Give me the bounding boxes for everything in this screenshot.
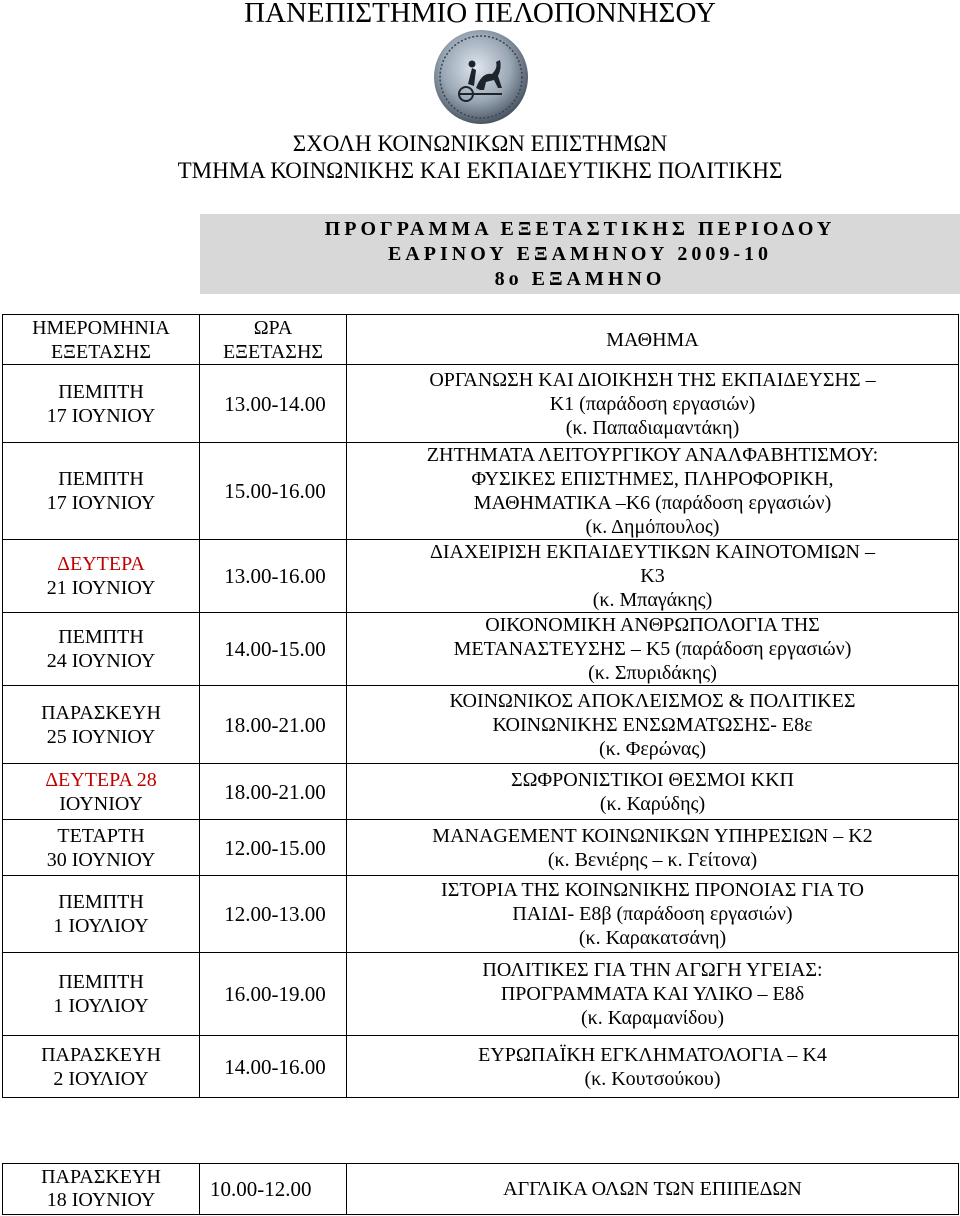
exam-time-cell [200, 613, 347, 686]
course-name: ΟΙΚΟΝΟΜΙΚΗ ΑΝΘΡΩΠΟΛΟΓΙΑ ΤΗΣ [485, 614, 820, 636]
course-name: Κ1 (παράδοση εργασιών) [549, 392, 756, 415]
course-name: ΦΥΣΙΚΕΣ ΕΠΙΣΤΗΜΕΣ, ΠΛΗΡΟΦΟΡΙΚΗ, [471, 468, 834, 490]
header-date-label: ΕΞΕΤΑΣΗΣ [50, 340, 152, 363]
course-name: ΙΣΤΟΡΙΑ ΤΗΣ ΚΟΙΝΩΝΙΚΗΣ ΠΡΟΝΟΙΑΣ ΓΙΑ ΤΟ [441, 879, 864, 901]
program-semester: ΕΑΡΙΝΟΥ ΕΞΑΜΗΝΟΥ 2009-10 [387, 243, 773, 265]
exam-course-cell [347, 1036, 959, 1098]
header-date-label: ΗΜΕΡΟΜΗΝΙΑ [32, 316, 170, 339]
exam-date-cell [3, 820, 200, 876]
exam-day: ΠΕΜΠΤΗ [58, 380, 144, 403]
exam-time: 10.00-12.00 [210, 1176, 312, 1201]
exam-date-cell [3, 953, 200, 1036]
course-name: ΠΟΛΙΤΙΚΕΣ ΓΙΑ ΤΗΝ ΑΓΩΓΗ ΥΓΕΙΑΣ: [482, 959, 823, 981]
course-name: ΚΟΙΝΩΝΙΚΗΣ ΕΝΣΩΜΑΤΩΣΗΣ- Ε8ε [492, 713, 813, 736]
header-time-cell [200, 315, 347, 365]
exam-time-cell [200, 686, 347, 764]
exam-date: 1 ΙΟΥΛΙΟΥ [53, 995, 149, 1017]
header-date-cell [3, 315, 200, 365]
exam-course-cell [347, 613, 959, 686]
table-row [3, 953, 959, 1036]
exam-time: 14.00-16.00 [224, 1054, 326, 1079]
course-name: ΠΡΟΓΡΑΜΜΑΤΑ ΚΑΙ ΥΛΙΚΟ – Ε8δ [500, 983, 805, 1005]
course-instructor: (κ. Δημόπουλος) [585, 516, 720, 538]
course-name: Κ3 [640, 565, 665, 587]
exam-day: ΔΕΥΤΕΡΑ [57, 553, 145, 575]
exam-date-cell [3, 540, 200, 613]
header-time-label: ΕΞΕΤΑΣΗΣ [222, 340, 324, 363]
table-row [3, 876, 959, 953]
exam-date: 24 ΙΟΥΝΙΟΥ [46, 650, 156, 672]
exam-day: ΠΕΜΠΤΗ [58, 971, 144, 993]
exam-time: 15.00-16.00 [224, 479, 326, 503]
exam-time-cell [200, 1164, 347, 1215]
exam-date-cell [3, 764, 200, 820]
exam-date-cell [3, 876, 200, 953]
exam-time: 14.00-15.00 [224, 637, 326, 661]
table-row [3, 365, 959, 443]
exam-date: ΙΟΥΝΙΟΥ [59, 792, 143, 815]
table-row [3, 764, 959, 820]
exam-course-cell [347, 876, 959, 953]
table-row [3, 443, 959, 540]
course-instructor: (κ. Καρύδης) [599, 792, 706, 815]
exam-course-cell [347, 540, 959, 613]
course-name: ΑΓΓΛΙΚΑ ΟΛΩΝ ΤΩΝ ΕΠΙΠΕΔΩΝ [503, 1178, 802, 1200]
exam-time: 16.00-19.00 [224, 982, 326, 1006]
exam-time-cell [200, 1036, 347, 1098]
table-row [3, 1164, 959, 1215]
exam-time: 18.00-21.00 [224, 779, 326, 804]
exam-time-cell [200, 953, 347, 1036]
exam-course-cell [347, 443, 959, 540]
table-row [3, 613, 959, 686]
exam-course-cell [347, 953, 959, 1036]
course-name: ΜΑΘΗΜΑΤΙΚΑ –Κ6 (παράδοση εργασιών) [473, 492, 832, 514]
course-name: ΟΡΓΑΝΩΣΗ ΚΑΙ ΔΙΟΙΚΗΣΗ ΤΗΣ ΕΚΠΑΙΔΕΥΣΗΣ – [429, 368, 876, 391]
exam-date: 2 ΙΟΥΛΙΟΥ [53, 1067, 149, 1090]
exam-time: 13.00-16.00 [224, 564, 326, 588]
exam-time-cell [200, 876, 347, 953]
exam-date-cell [3, 1164, 200, 1215]
exam-course-cell [347, 820, 959, 876]
course-instructor: (κ. Βενιέρης – κ. Γείτονα) [547, 848, 758, 871]
exam-day: ΠΑΡΑΣΚΕΥΗ [41, 1166, 161, 1188]
course-name: ΖΗΤΗΜΑΤΑ ΛΕΙΤΟΥΡΓΙΚΟΥ ΑΝΑΛΦΑΒΗΤΙΣΜΟΥ: [426, 444, 879, 466]
exam-date: 21 ΙΟΥΝΙΟΥ [46, 577, 156, 599]
english-exam-table [2, 1163, 959, 1215]
exam-schedule-table [2, 314, 959, 1098]
exam-date: 30 ΙΟΥΝΙΟΥ [46, 848, 156, 871]
school-name: ΣΧΟΛΗ ΚΟΙΝΩΝΙΚΩΝ ΕΠΙΣΤΗΜΩΝ [292, 131, 668, 156]
course-name: ΜΕΤΑΝΑΣΤΕΥΣΗΣ – Κ5 (παράδοση εργασιών) [453, 638, 852, 660]
exam-time-cell [200, 540, 347, 613]
course-name: MANAGEMENT ΚΟΙΝΩΝΙΚΩΝ ΥΠΗΡΕΣΙΩΝ – Κ2 [432, 824, 873, 847]
exam-date: 25 ΙΟΥΝΙΟΥ [46, 725, 156, 748]
table-header-row [3, 315, 959, 365]
exam-time-cell [200, 820, 347, 876]
exam-date: 17 ΙΟΥΝΙΟΥ [46, 404, 156, 427]
course-instructor: (κ. Καρακατσάνη) [578, 927, 727, 949]
exam-time: 18.00-21.00 [224, 712, 326, 737]
course-name: ΠΑΙΔΙ- Ε8β (παράδοση εργασιών) [512, 903, 793, 925]
course-instructor: (κ. Φερώνας) [598, 737, 706, 760]
exam-day: ΠΕΜΠΤΗ [58, 891, 144, 913]
exam-day: ΠΕΜΠΤΗ [58, 468, 144, 490]
course-instructor: (κ. Κουτσούκου) [584, 1067, 721, 1090]
header-course-label: ΜΑΘΗΜΑ [606, 328, 699, 351]
exam-time: 12.00-13.00 [224, 902, 326, 926]
exam-day: ΠΕΜΠΤΗ [58, 626, 144, 648]
course-name: ΔΙΑΧΕΙΡΙΣΗ ΕΚΠΑΙΔΕΥΤΙΚΩΝ ΚΑΙΝΟΤΟΜΙΩΝ – [430, 541, 875, 563]
exam-time: 13.00-14.00 [224, 391, 326, 416]
exam-date-cell [3, 365, 200, 443]
course-instructor: (κ. Παπαδιαμαντάκη) [565, 416, 740, 439]
exam-time-cell [200, 764, 347, 820]
table-row [3, 686, 959, 764]
exam-time-cell [200, 443, 347, 540]
exam-time: 12.00-15.00 [224, 835, 326, 860]
university-title: ΠΑΝΕΠΙΣΤΗΜΙΟ ΠΕΛΟΠΟΝΝΗΣΟΥ [244, 0, 716, 29]
table-row [3, 540, 959, 613]
table-row [3, 1036, 959, 1098]
exam-date-cell [3, 443, 200, 540]
exam-day: ΔΕΥΤΕΡΑ 28 [45, 768, 157, 791]
program-title: ΠΡΟΓΡΑΜΜΑ ΕΞΕΤΑΣΤΙΚΗΣ ΠΕΡΙΟΔΟΥ [324, 218, 836, 240]
program-term: 8ο ΕΞΑΜΗΝΟ [494, 268, 666, 290]
department-name: ΤΜΗΜΑ ΚΟΙΝΩΝΙΚΗΣ ΚΑΙ ΕΚΠΑΙΔΕΥΤΙΚΗΣ ΠΟΛΙΤΙΚΗΣ [177, 158, 783, 183]
exam-time-cell [200, 365, 347, 443]
exam-date: 1 ΙΟΥΛΙΟΥ [53, 915, 149, 937]
course-instructor: (κ. Μπαγάκης) [592, 589, 713, 611]
course-name: ΕΥΡΩΠΑΪΚΗ ΕΓΚΛΗΜΑΤΟΛΟΓΙΑ – Κ4 [478, 1043, 827, 1066]
header-time-label: ΩΡΑ [253, 316, 293, 339]
course-name: ΚΟΙΝΩΝΙΚΟΣ ΑΠΟΚΛΕΙΣΜΟΣ & ΠΟΛΙΤΙΚΕΣ [449, 689, 856, 712]
exam-date: 17 ΙΟΥΝΙΟΥ [46, 492, 156, 514]
course-instructor: (κ. Καραμανίδου) [581, 1007, 724, 1029]
exam-day: ΠΑΡΑΣΚΕΥΗ [41, 1043, 161, 1066]
exam-course-cell [347, 686, 959, 764]
exam-course-cell [347, 1164, 959, 1215]
university-seal-icon [432, 28, 530, 126]
exam-day: ΠΑΡΑΣΚΕΥΗ [41, 701, 161, 724]
course-name: ΣΩΦΡΟΝΙΣΤΙΚΟΙ ΘΕΣΜΟΙ ΚΚΠ [511, 768, 794, 791]
header-course-cell [347, 315, 959, 365]
exam-date: 18 ΙΟΥΝΙΟΥ [46, 1189, 156, 1211]
table-row [3, 820, 959, 876]
exam-day: ΤΕΤΑΡΤΗ [57, 824, 145, 847]
program-banner [200, 214, 960, 294]
exam-date-cell [3, 613, 200, 686]
exam-course-cell [347, 365, 959, 443]
exam-date-cell [3, 1036, 200, 1098]
exam-date-cell [3, 686, 200, 764]
exam-course-cell [347, 764, 959, 820]
course-instructor: (κ. Σπυριδάκης) [588, 662, 717, 684]
